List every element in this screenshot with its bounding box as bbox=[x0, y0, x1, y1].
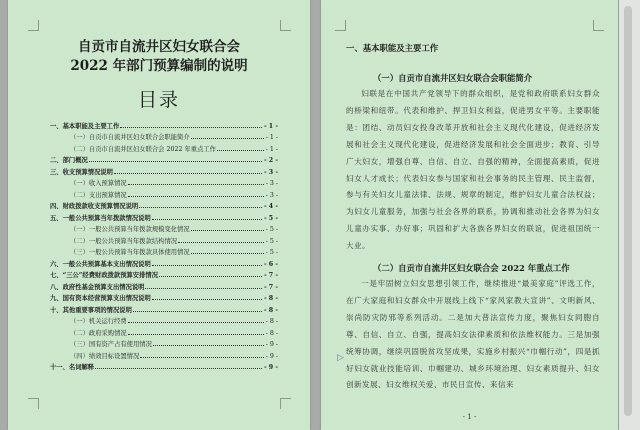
toc-leader-dots bbox=[128, 184, 264, 185]
toc-entry[interactable] bbox=[44, 314, 278, 326]
toc-leader-dots bbox=[191, 230, 264, 231]
toc-leader-dots bbox=[152, 219, 262, 220]
toc-leader-dots bbox=[217, 150, 264, 151]
toc-entry-text: 二、部门概况 bbox=[50, 157, 88, 164]
toc-entry[interactable] bbox=[44, 153, 278, 165]
toc-leader-dots bbox=[128, 334, 264, 335]
document-page-left bbox=[8, 0, 310, 430]
page-corner-mark bbox=[280, 398, 291, 409]
toc-entry[interactable] bbox=[44, 279, 278, 291]
toc-entry-text: 六、一般公共预算基本支出情况说明 bbox=[50, 260, 151, 268]
toc-page-number: - 1 - bbox=[265, 145, 278, 153]
toc-page-number: - 4 - bbox=[264, 203, 278, 210]
toc-entry-text: （一）一般公共预算当年拨款规模变化情况 bbox=[70, 226, 190, 233]
toc-heading: 目录 bbox=[137, 89, 180, 111]
toc-entry-text: 一、基本职能及主要工作 bbox=[50, 122, 120, 130]
toc-leader-dots bbox=[140, 357, 263, 358]
subsection-heading-1: （一）自贡市自流井区妇女联合会职能简介 bbox=[373, 73, 533, 83]
toc-leader-dots bbox=[152, 265, 262, 266]
toc-entry[interactable] bbox=[44, 337, 278, 349]
text-cursor-icon: ▷ bbox=[337, 353, 344, 363]
toc-entry-text: （一）自贡市自流井区妇女联合会职能简介 bbox=[70, 134, 190, 141]
vertical-scrollbar[interactable] bbox=[619, 0, 640, 430]
toc-entry[interactable] bbox=[44, 141, 278, 153]
toc-entry[interactable] bbox=[44, 245, 278, 257]
toc-leader-dots bbox=[153, 345, 264, 346]
document-title-line1: 自贡市自流井区妇女联合会 bbox=[78, 39, 240, 55]
paragraph-key-work: 一是牢固树立妇女思想引领工作，继续推进“最美家庭”评选工作，在广大家庭和妇女群众中开展线上线下“家风家教大宣讲”、文明新风、崇尚防灾防邪等系列活动。二是加大普法宣传力度，聚焦妇女同胞自尊、自信、自立、自强，提高妇女法律素质和依法维权能力。三是加强统筹协调，继续巩固脱贫攻坚成果，实施乡村振兴“巾帼行动”，四是抓好妇女就业技能培训、巾帼建功、城乡环境治理、妇女素质提升、妇女创新发展、妇女维权关爱、市民日宣传、来信来 bbox=[346, 279, 600, 390]
toc-leader-dots bbox=[133, 311, 262, 312]
toc-leader-dots bbox=[120, 127, 262, 128]
toc-page-number: - 3 - bbox=[265, 191, 278, 199]
toc-page-number: - 5 - bbox=[265, 237, 278, 245]
toc-entry-text: （四）绩效目标设置情况 bbox=[70, 352, 140, 360]
subsection-heading-2: （二）自贡市自流井区妇女联合会 2022 年重点工作 bbox=[373, 263, 570, 273]
toc-entry[interactable] bbox=[44, 325, 278, 337]
page-corner-mark bbox=[28, 398, 39, 409]
toc-page-number: - 7 - bbox=[264, 272, 278, 279]
toc-page-number: - 8 - bbox=[265, 318, 278, 325]
toc-entry-text: （二）一般公共预算当年拨款结构情况 bbox=[70, 237, 178, 245]
page-corner-mark bbox=[335, 20, 346, 31]
toc-entry-text: 八、政府性基金预算支出情况说明 bbox=[50, 283, 145, 291]
toc-leader-dots bbox=[159, 276, 262, 277]
toc-page-number: - 9 - bbox=[264, 364, 278, 371]
toc-entry[interactable] bbox=[44, 199, 278, 211]
toc-entry-text: 九、国有资本经营预算支出情况说明 bbox=[50, 295, 151, 302]
toc-page-number: - 2 - bbox=[264, 157, 278, 164]
document-title-line2: 2022 年部门预算编制的说明 bbox=[70, 58, 248, 74]
document-page-right bbox=[321, 0, 618, 430]
toc-leader-dots bbox=[128, 322, 264, 323]
toc-entry-text: （二）自贡市自流井区妇女联合会 2022 年重点工作 bbox=[70, 145, 216, 153]
toc-entry[interactable] bbox=[44, 222, 278, 234]
toc-entry[interactable] bbox=[44, 164, 278, 176]
toc-entry[interactable] bbox=[44, 176, 278, 188]
toc-entry-text: 四、财政拨款收支预算情况说明 bbox=[50, 203, 139, 210]
toc-entry[interactable] bbox=[44, 210, 278, 222]
toc-entry-text: （一）机关运行经费 bbox=[70, 318, 127, 325]
toc-page-number: - 8 - bbox=[265, 329, 278, 337]
toc-page-number: - 1 - bbox=[264, 122, 278, 130]
toc-leader-dots bbox=[139, 207, 262, 208]
toc-entry-text: 十一、名词解释 bbox=[50, 364, 95, 371]
toc-page-number: - 8 - bbox=[264, 295, 278, 302]
toc-entry[interactable] bbox=[44, 256, 278, 268]
scrollbar-thumb[interactable] bbox=[624, 6, 632, 416]
toc-page-number: - 8 - bbox=[264, 306, 278, 314]
toc-entry[interactable] bbox=[44, 233, 278, 245]
toc-page-number: - 7 - bbox=[264, 283, 278, 291]
toc-leader-dots bbox=[89, 161, 262, 162]
toc-page-number: - 5 - bbox=[265, 249, 278, 256]
toc-page-number: - 1 - bbox=[265, 134, 278, 141]
table-of-contents bbox=[44, 118, 278, 371]
toc-entry-text: （一）收入预算情况 bbox=[70, 180, 127, 187]
toc-page-number: - 6 - bbox=[264, 260, 278, 268]
paragraph-functions: 妇联是在中国共产党领导下的群众组织，是党和政府联系妇女群众的桥梁和纽带。代表和维护、捍卫妇女利益，促进男女平等。主要职能是：团结、动员妇女投身改革开放和社会主义现代化建设，促进经济发展和社会主义现代化建设，促进经济发展和社会全面进步；教育、引导广大妇女，增强自尊、自信、自立、自强的精神，全面提高素质，促进妇女人才成长；代表妇女参与国家和社会事务的民主管理、民主监督，参与有关妇女儿童法律、法规、规章的制定，维护妇女儿童合法权益；为妇女儿童服务，加强与社会各界的联系，协调和推动社会各界为妇女儿童办实事、办好事；巩固和扩大各族各界妇女的联谊，促进祖国统一大业。 bbox=[346, 89, 600, 251]
toc-entry-text: 七、“三公”经费财政拨款预算安排情况 bbox=[50, 272, 158, 279]
toc-entry[interactable] bbox=[44, 187, 278, 199]
toc-page-number: - 9 - bbox=[265, 352, 278, 360]
toc-entry-text: 十、其他重要事项的情况说明 bbox=[50, 306, 132, 314]
toc-entry-text: 五、一般公共预算当年拨款情况说明 bbox=[50, 214, 151, 222]
toc-entry-text: （二）支出预算情况 bbox=[70, 191, 127, 199]
toc-entry[interactable] bbox=[44, 302, 278, 314]
toc-leader-dots bbox=[191, 253, 264, 254]
toc-entry[interactable] bbox=[44, 268, 278, 280]
toc-leader-dots bbox=[145, 288, 262, 289]
toc-page-number: - 3 - bbox=[264, 168, 278, 176]
toc-entry-text: （二）政府采购情况 bbox=[70, 329, 127, 337]
toc-entry[interactable] bbox=[44, 348, 278, 360]
toc-page-number: - 9 - bbox=[265, 341, 278, 348]
toc-entry-text: （三）一般公共预算当年拨款具体使用情况 bbox=[70, 249, 190, 256]
toc-page-number: - 3 - bbox=[265, 180, 278, 187]
toc-page-number: - 5 - bbox=[265, 226, 278, 233]
page-number-footer: - 1 - bbox=[462, 413, 477, 421]
toc-leader-dots bbox=[128, 196, 264, 197]
page-corner-mark bbox=[280, 20, 291, 31]
toc-entry[interactable] bbox=[44, 130, 278, 142]
toc-entry-text: 三、收支预算情况说明 bbox=[50, 168, 113, 176]
toc-leader-dots bbox=[152, 299, 262, 300]
toc-leader-dots bbox=[114, 173, 262, 174]
toc-leader-dots bbox=[191, 138, 264, 139]
toc-entry-text: （三）国有资产占有使用情况 bbox=[70, 341, 152, 348]
page-corner-mark bbox=[28, 20, 39, 31]
section-heading: 一、基本职能及主要工作 bbox=[346, 43, 439, 53]
toc-leader-dots bbox=[178, 242, 264, 243]
toc-page-number: - 5 - bbox=[264, 214, 278, 222]
page-corner-mark bbox=[593, 20, 604, 31]
toc-entry[interactable] bbox=[44, 118, 278, 130]
toc-leader-dots bbox=[95, 368, 262, 369]
toc-entry[interactable] bbox=[44, 360, 278, 372]
toc-entry[interactable] bbox=[44, 291, 278, 303]
